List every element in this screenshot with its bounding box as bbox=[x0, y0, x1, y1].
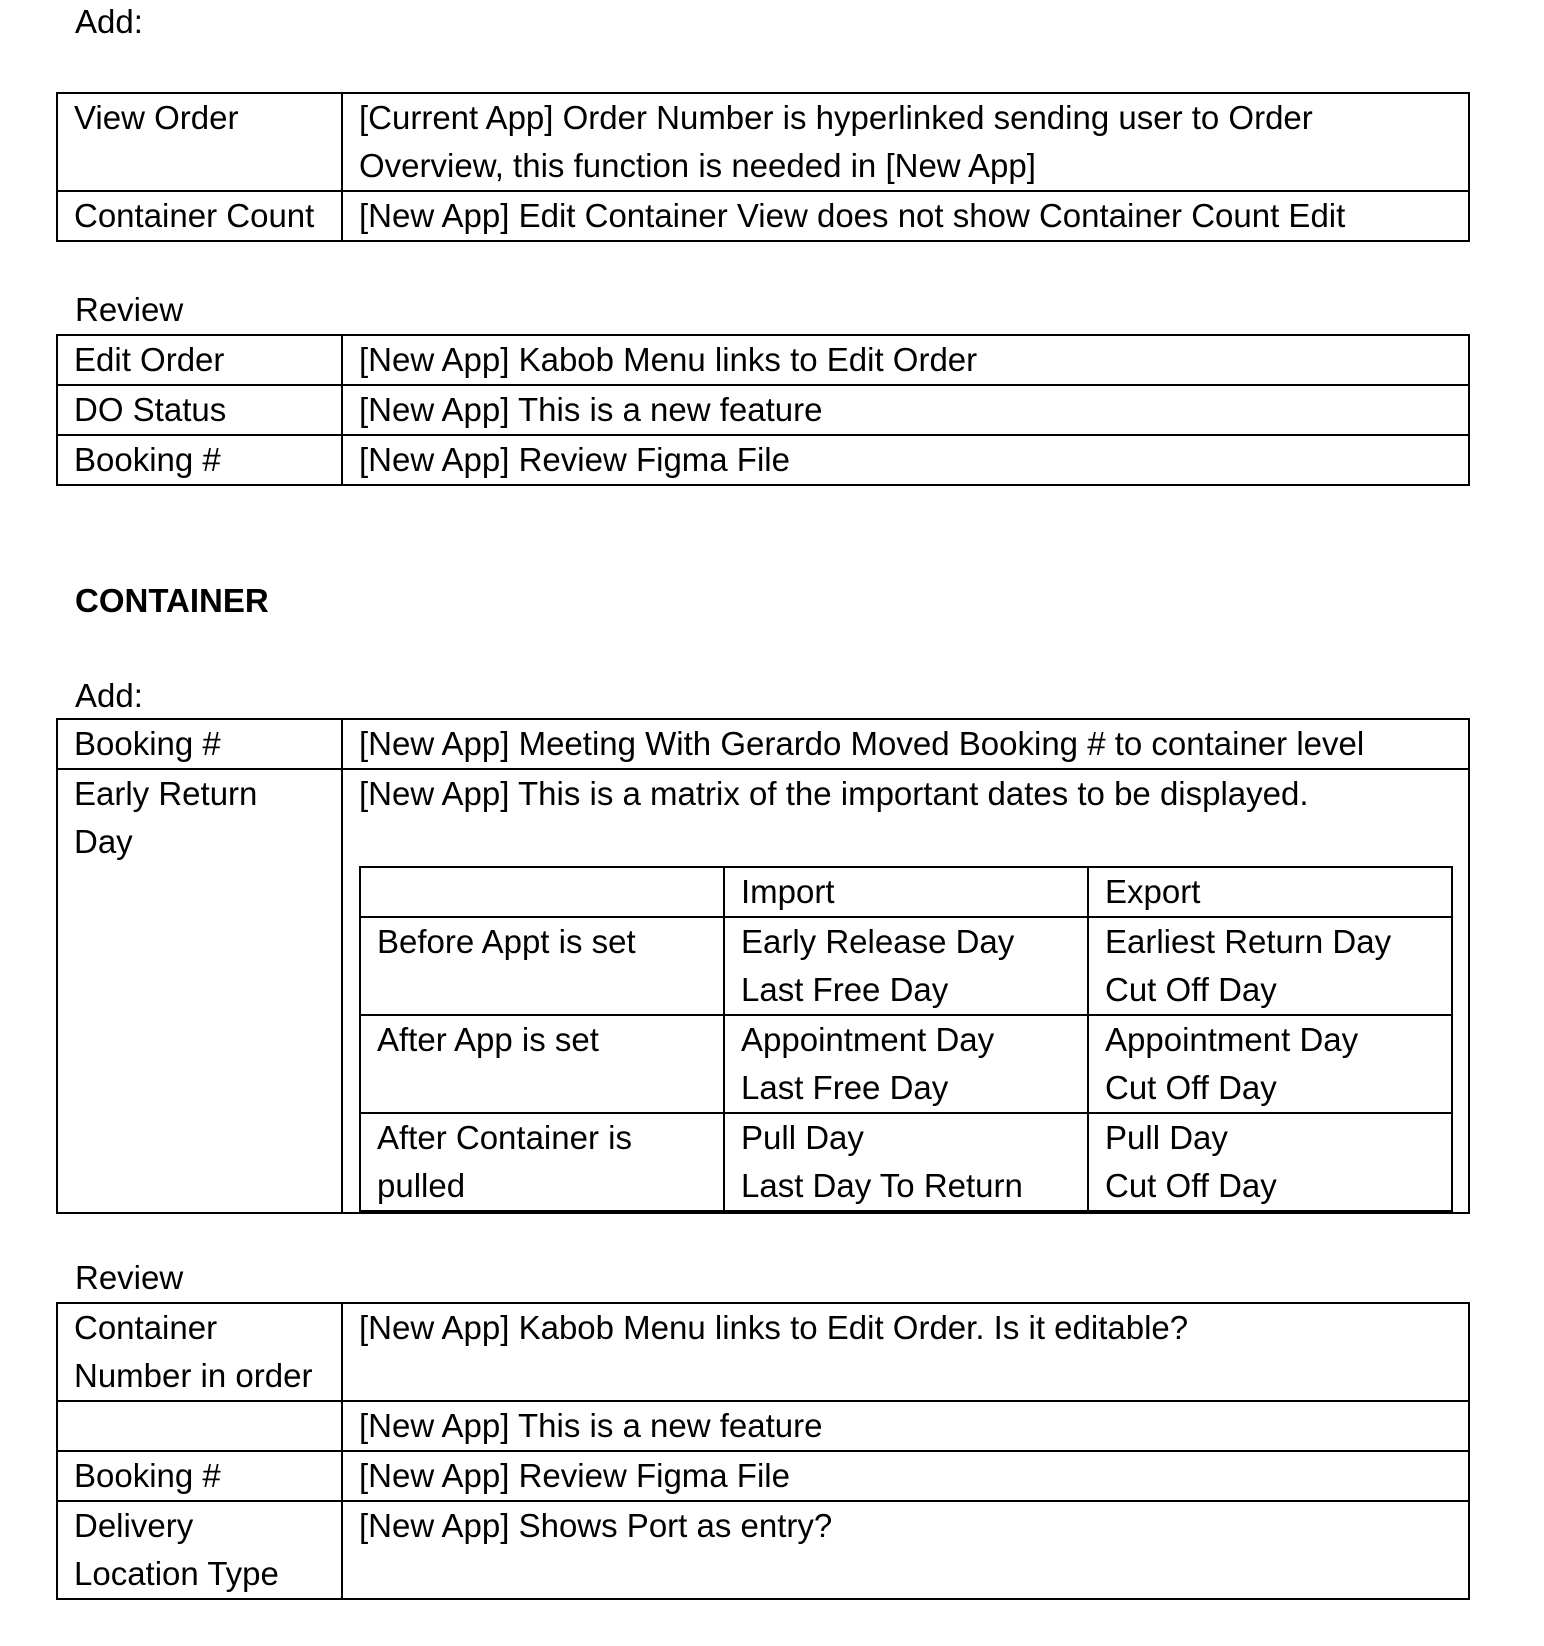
table-row bbox=[57, 335, 1469, 385]
matrix-import-cell bbox=[724, 917, 1088, 1015]
matrix-header-row bbox=[360, 867, 1452, 917]
matrix-row bbox=[360, 917, 1452, 1015]
table-cell-note: [New App] Kabob Menu links to Edit Order. Is it editable? bbox=[342, 1303, 1469, 1401]
order-add-table bbox=[56, 92, 1470, 242]
matrix-export-date: Pull Day bbox=[1105, 1119, 1228, 1156]
matrix-export-cell bbox=[1088, 917, 1452, 1015]
matrix-stage: After App is set bbox=[360, 1015, 724, 1113]
matrix-export-cell bbox=[1088, 1015, 1452, 1113]
table-row bbox=[57, 435, 1469, 485]
table-row bbox=[57, 769, 1469, 1213]
matrix-stage: Before Appt is set bbox=[360, 917, 724, 1015]
matrix-export-date: Cut Off Day bbox=[1105, 1069, 1277, 1106]
table-cell-field: Booking # bbox=[57, 1451, 342, 1501]
table-cell-note: [New App] This is a new feature bbox=[342, 385, 1469, 435]
table-row bbox=[57, 1451, 1469, 1501]
order-add-label: Add: bbox=[75, 3, 143, 40]
table-cell-field: Container Count bbox=[57, 191, 342, 241]
matrix-header-import: Import bbox=[724, 867, 1088, 917]
section-heading: CONTAINER bbox=[75, 582, 269, 619]
matrix-header-blank bbox=[360, 867, 724, 917]
table-row bbox=[57, 93, 1469, 191]
matrix-export-cell bbox=[1088, 1113, 1452, 1211]
matrix-stage: After Container is pulled bbox=[360, 1113, 724, 1211]
table-cell-note: [New App] Meeting With Gerardo Moved Booking # to container level bbox=[342, 719, 1469, 769]
table-cell-note: [New App] Review Figma File bbox=[342, 1451, 1469, 1501]
container-review-table bbox=[56, 1302, 1470, 1600]
container-add-label: Add: bbox=[75, 677, 143, 714]
order-review-label: Review bbox=[75, 291, 184, 328]
table-row bbox=[57, 719, 1469, 769]
matrix-export-date: Earliest Return Day bbox=[1105, 923, 1392, 960]
table-cell-field: Delivery Location Type bbox=[57, 1501, 342, 1599]
table-cell-field: Container Number in order bbox=[57, 1303, 342, 1401]
matrix-export-date: Appointment Day bbox=[1105, 1021, 1359, 1058]
table-cell-field bbox=[57, 1401, 342, 1451]
container-add-table bbox=[56, 718, 1470, 1214]
matrix-import-date: Appointment Day bbox=[741, 1021, 995, 1058]
table-row bbox=[57, 1401, 1469, 1451]
order-review-table bbox=[56, 334, 1470, 486]
table-cell-note: [New App] This is a new feature bbox=[342, 1401, 1469, 1451]
matrix-import-date: Last Free Day bbox=[741, 971, 949, 1008]
matrix-header-export: Export bbox=[1088, 867, 1452, 917]
table-cell-note: [New App] Edit Container View does not show Container Count Edit bbox=[342, 191, 1469, 241]
matrix-row bbox=[360, 1015, 1452, 1113]
matrix-row bbox=[360, 1113, 1452, 1211]
table-row bbox=[57, 191, 1469, 241]
matrix-export-date: Cut Off Day bbox=[1105, 1167, 1277, 1204]
table-row bbox=[57, 1501, 1469, 1599]
table-cell-note: [Current App] Order Number is hyperlinked sending user to Order Overview, this function is needed in [New App] bbox=[342, 93, 1469, 191]
container-review-label: Review bbox=[75, 1259, 184, 1296]
table-cell-field: View Order bbox=[57, 93, 342, 191]
matrix-import-date: Last Free Day bbox=[741, 1069, 949, 1106]
matrix-import-date: Last Day To Return bbox=[741, 1167, 1023, 1204]
table-cell-note: [New App] Kabob Menu links to Edit Order bbox=[342, 335, 1469, 385]
table-row bbox=[57, 385, 1469, 435]
table-cell-field: Early Return Day bbox=[57, 769, 342, 1213]
matrix-import-date: Pull Day bbox=[741, 1119, 864, 1156]
table-cell-note: [New App] Review Figma File bbox=[342, 435, 1469, 485]
dates-matrix-table bbox=[359, 866, 1453, 1212]
matrix-import-cell bbox=[724, 1015, 1088, 1113]
table-cell-field: Edit Order bbox=[57, 335, 342, 385]
table-cell-note: [New App] Shows Port as entry? bbox=[342, 1501, 1469, 1599]
table-cell-field: Booking # bbox=[57, 435, 342, 485]
table-row bbox=[57, 1303, 1469, 1401]
matrix-export-date: Cut Off Day bbox=[1105, 971, 1277, 1008]
matrix-import-date: Early Release Day bbox=[741, 923, 1015, 960]
table-cell-note bbox=[342, 769, 1469, 1213]
table-cell-field: Booking # bbox=[57, 719, 342, 769]
matrix-intro-text: [New App] This is a matrix of the important dates to be displayed. bbox=[359, 775, 1309, 812]
matrix-import-cell bbox=[724, 1113, 1088, 1211]
table-cell-field: DO Status bbox=[57, 385, 342, 435]
